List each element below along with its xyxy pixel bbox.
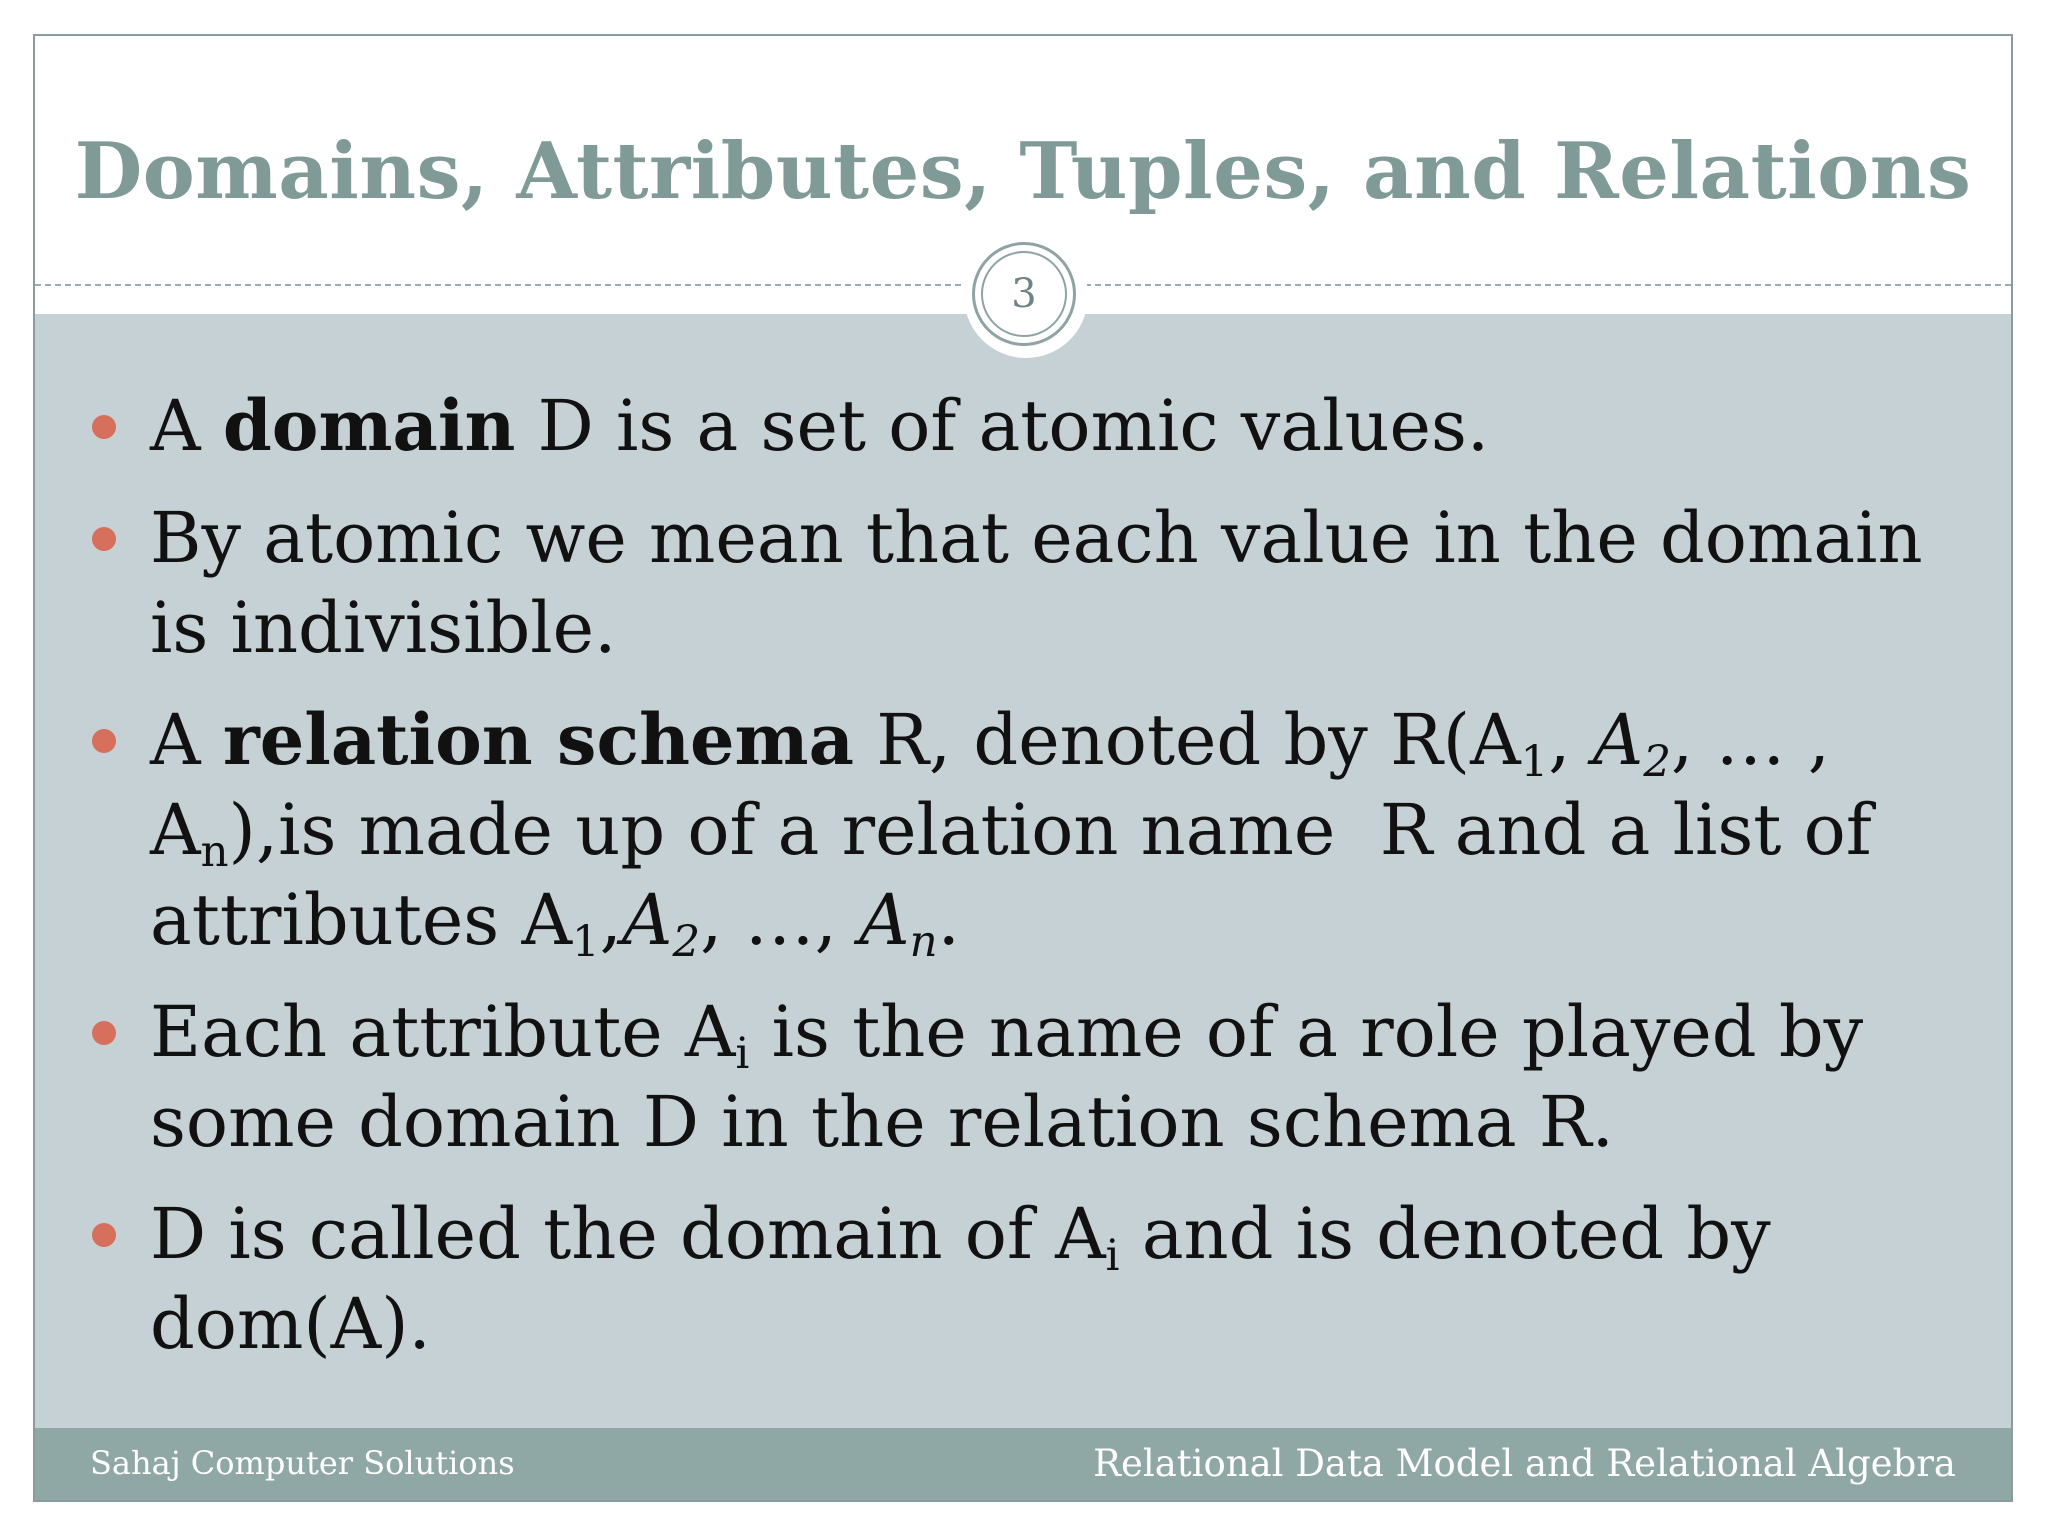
bullet-dot-icon — [92, 415, 116, 439]
bullet-list — [150, 381, 1990, 1391]
bullet-item-domain: A domain D is a set of atomic values. — [150, 381, 1990, 471]
slide-title: Domains, Attributes, Tuples, and Relations — [74, 126, 1972, 217]
footer-bar — [35, 1428, 2011, 1500]
bullet-dot-icon — [92, 1223, 116, 1247]
bullet-dot-icon — [92, 1021, 116, 1045]
page-number: 3 — [981, 251, 1067, 337]
bullet-item-attribute: Each attribute $A_i$ is the name of a role played by some domain D in the relation schema R. — [150, 987, 1990, 1167]
slide — [33, 34, 2013, 1502]
bullet-dot-icon — [92, 527, 116, 551]
term-domain: domain — [222, 384, 516, 467]
footer-course-title: Relational Data Model and Relational Algebra — [1093, 1442, 1956, 1485]
bullet-item-dom: D is called the domain of $A_i$ and is denoted by dom(A). — [150, 1189, 1990, 1369]
bullet-item-atomic: By atomic we mean that each value in the domain is indivisible. — [150, 493, 1990, 673]
bullet-item-relation-schema: A relation schema R, denoted by $R(A_1$, $A_2$, … , $A_n),is$ made up of a relation name R and a list of attributes $A_1,A_2$, …, $A_n$. — [150, 695, 1990, 965]
footer-company: Sahaj Computer Solutions — [90, 1444, 515, 1482]
term-relation-schema: relation schema — [222, 698, 854, 781]
bullet-dot-icon — [92, 729, 116, 753]
